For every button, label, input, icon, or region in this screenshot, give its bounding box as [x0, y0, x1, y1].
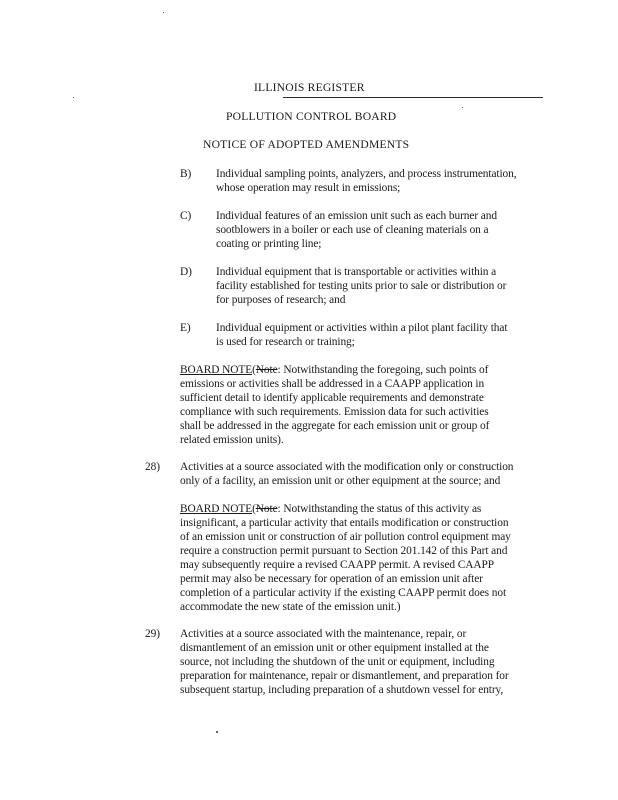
item-text-line: sootblowers in a boiler or each use of cleaning materials on a: [216, 224, 489, 236]
item-text-line: Individual features of an emission unit such as each burner and: [216, 210, 497, 222]
board-note-line: may subsequently require a revised CAAPP permit. A revised CAAPP: [180, 559, 494, 571]
scan-speck: [73, 97, 74, 98]
board-note-line: related emission units).: [180, 434, 284, 446]
board-note-line: shall be addressed in the aggregate for each emission unit or group of: [180, 420, 490, 432]
item-text-line: Activities at a source associated with the maintenance, repair, or: [180, 628, 467, 640]
board-note-label-new: BOARD NOTE: [180, 364, 253, 376]
register-title: ILLINOIS REGISTER: [254, 81, 365, 94]
item-text-line: facility established for testing units prior to sale or distribution or: [216, 280, 507, 292]
scan-speck: [462, 107, 463, 108]
board-note-text: : Notwithstanding the foregoing, such points of: [277, 364, 489, 376]
item-text-line: subsequent startup, including preparation of a shutdown vessel for entry,: [180, 684, 504, 696]
item-text-line: whose operation may result in emissions;: [216, 182, 401, 194]
item-text-line: is used for research or training;: [216, 336, 355, 348]
board-note-line: of an emission unit or construction of air pollution control equipment may: [180, 531, 511, 543]
header-rule: [283, 97, 543, 98]
board-note-line: emissions or activities shall be addressed in a CAAPP application in: [180, 378, 485, 390]
board-note-first-line: BOARD NOTE(Note: Notwithstanding the foregoing, such points of: [180, 364, 489, 376]
item-label: D): [180, 266, 192, 278]
item-text-line: Individual sampling points, analyzers, and process instrumentation,: [216, 168, 517, 180]
board-note-line: permit may also be necessary for operation of an emission unit after: [180, 573, 483, 585]
board-note-first-line: BOARD NOTE(Note: Notwithstanding the status of this activity as: [180, 503, 482, 515]
item-text-line: dismantlement of an emission unit or other equipment installed at the: [180, 642, 489, 654]
item-text-line: Individual equipment that is transportable or activities within a: [216, 266, 497, 278]
item-text-line: for purposes of research; and: [216, 294, 346, 306]
item-text-line: preparation for maintenance, repair or dismantlement, and preparation for: [180, 670, 509, 682]
notice-title: NOTICE OF ADOPTED AMENDMENTS: [203, 138, 410, 151]
item-text-line: Activities at a source associated with the modification only or construction: [180, 461, 514, 473]
board-title: POLLUTION CONTROL BOARD: [226, 110, 397, 123]
board-note-line: insignificant, a particular activity that entails modification or construction: [180, 517, 509, 529]
board-note-label-new: BOARD NOTE: [180, 503, 253, 515]
item-label: B): [180, 168, 192, 180]
board-note-label-old: Note: [255, 503, 278, 515]
item-label: C): [180, 210, 192, 222]
board-note-line: completion of a particular activity if the existing CAAPP permit does not: [180, 587, 507, 599]
board-note-line: compliance with such requirements. Emission data for such activities: [180, 406, 489, 418]
board-note-line: sufficient detail to identify applicable requirements and demonstrate: [180, 392, 484, 404]
item-text-line: only of a facility, an emission unit or other equipment at the source; and: [180, 475, 501, 487]
item-label: 29): [145, 628, 160, 640]
board-note-text: : Notwithstanding the status of this activity as: [277, 503, 482, 515]
scan-speck: [163, 12, 164, 13]
item-text-line: Individual equipment or activities within a pilot plant facility that: [216, 322, 508, 334]
scan-speck: [216, 731, 218, 733]
board-note-line: accommodate the new state of the emission unit.): [180, 601, 401, 613]
board-note-line: require a construction permit pursuant to Section 201.142 of this Part and: [180, 545, 508, 557]
item-text-line: coating or printing line;: [216, 238, 322, 250]
item-label: E): [180, 322, 191, 334]
item-label: 28): [145, 461, 160, 473]
item-text-line: source, not including the shutdown of the unit or equipment, including: [180, 656, 495, 668]
board-note-label-old: Note: [255, 364, 278, 376]
